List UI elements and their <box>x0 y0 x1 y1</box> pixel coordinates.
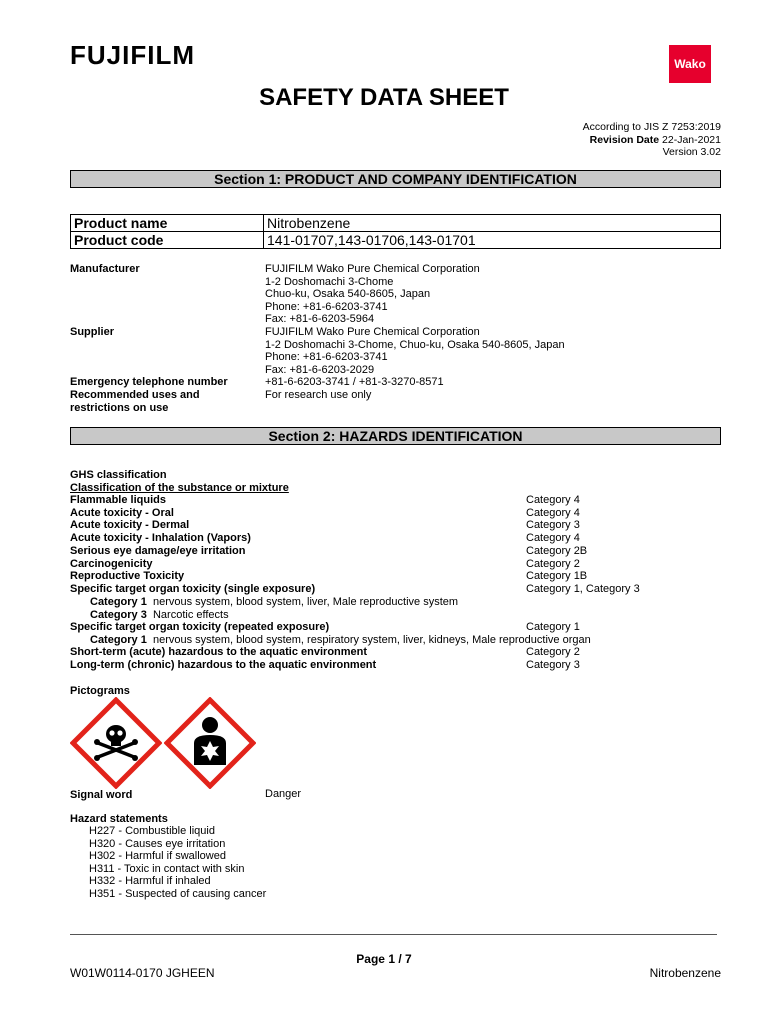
ghs-label: GHS classification <box>70 469 167 481</box>
product-name-value: Nitrobenzene <box>264 215 721 232</box>
hazard-name: Acute toxicity - Dermal <box>70 519 190 532</box>
classification-label: Classification of the substance or mixture <box>70 482 289 494</box>
hazard-category: Category 3 <box>526 519 580 532</box>
aquatic-category-list <box>526 646 580 671</box>
manufacturer-line: Chuo-ku, Osaka 540-8605, Japan <box>265 288 431 301</box>
hazard-category: Category 2 <box>526 557 580 570</box>
section-1-heading: Section 1: PRODUCT AND COMPANY IDENTIFICATION <box>70 170 721 188</box>
page-label: Page <box>356 952 385 966</box>
repeated-exposure-detail <box>90 634 591 647</box>
signal-word-label <box>70 789 132 802</box>
manufacturer-line: Phone: +81-6-6203-3741 <box>265 300 388 313</box>
supplier-line: FUJIFILM Wako Pure Chemical Corporation <box>265 326 480 338</box>
manufacturer-label: Manufacturer <box>70 263 140 275</box>
product-code-row <box>71 232 721 249</box>
hazard-statement: H302 - Harmful if swallowed <box>89 850 226 863</box>
detail-line <box>90 596 458 609</box>
standard-reference: According to JIS Z 7253:2019 <box>582 121 721 133</box>
single-exposure-detail <box>90 596 458 621</box>
document-code: W01W0114-0170 JGHEEN <box>70 966 215 980</box>
emergency-value: +81-6-6203-3741 / +81-3-3270-8571 <box>265 376 444 388</box>
hazard-category-list <box>526 494 640 596</box>
hazard-statement: H351 - Suspected of causing cancer <box>89 887 267 900</box>
wako-logo: Wako <box>669 45 711 83</box>
hazard-name: Short-term (acute) hazardous to the aquatic environment <box>70 646 368 658</box>
revision-line <box>590 134 721 146</box>
hazard-category: Category 4 <box>526 532 580 545</box>
hazard-statements-label <box>70 813 168 826</box>
supplier-value <box>265 326 565 376</box>
detail-category: Category 1 <box>90 634 147 646</box>
uses-label-line: restrictions on use <box>70 401 169 414</box>
hazard-name: Acute toxicity - Oral <box>70 506 174 519</box>
hazard-category: Category 3 <box>526 658 580 671</box>
hazard-name: Specific target organ toxicity (single exposure) <box>70 582 316 595</box>
health-hazard-icon <box>164 697 256 789</box>
aquatic-list <box>70 646 376 671</box>
detail-category: Category 3 <box>90 608 147 621</box>
product-name-label: Product name <box>71 215 264 232</box>
hazard-name: Long-term (chronic) hazardous to the aquatic environment <box>70 658 377 671</box>
manufacturer-line: Fax: +81-6-6203-5964 <box>265 313 375 326</box>
hazard-statement: H320 - Causes eye irritation <box>89 837 226 850</box>
signal-label-text: Signal word <box>70 789 133 801</box>
detail-line <box>90 609 458 622</box>
supplier-label: Supplier <box>70 326 115 338</box>
classification-heading <box>70 482 289 495</box>
hazard-statements <box>89 825 266 901</box>
hazard-name: Flammable liquids <box>70 494 166 506</box>
hazard-category: Category 2 <box>526 646 580 658</box>
revision-date: 22-Jan-2021 <box>662 134 721 146</box>
statements-label-text: Hazard statements <box>70 813 168 825</box>
pictograms-label <box>70 685 130 698</box>
supplier-line: Fax: +81-6-6203-2029 <box>265 363 375 376</box>
hazard-category: Category 1B <box>526 570 588 583</box>
hazard-name: Reproductive Toxicity <box>70 570 185 583</box>
hazard-category: Category 4 <box>526 494 580 506</box>
product-table <box>70 214 721 249</box>
manufacturer-value <box>265 263 480 326</box>
detail-text: Narcotic effects <box>152 608 229 621</box>
supplier-line: 1-2 Doshomachi 3-Chome, Chuo-ku, Osaka 540-8605, Japan <box>265 338 565 351</box>
detail-text: nervous system, blood system, respiratory system, liver, kidneys, Male reproductive organ <box>152 634 591 646</box>
hazard-name: Acute toxicity - Inhalation (Vapors) <box>70 532 251 545</box>
hazard-name: Serious eye damage/eye irritation <box>70 544 246 557</box>
hazard-category: Category 4 <box>526 506 580 519</box>
emergency-label: Emergency telephone number <box>70 376 228 388</box>
uses-label <box>70 389 200 414</box>
pictograms-label-text: Pictograms <box>70 685 130 697</box>
hazard-statement: H332 - Harmful if inhaled <box>89 875 211 888</box>
repeated-exposure-name <box>70 621 329 634</box>
manufacturer-line: 1-2 Doshomachi 3-Chome <box>265 275 394 288</box>
signal-word-value: Danger <box>265 788 302 800</box>
fujifilm-logo: FUJIFILM <box>70 40 195 70</box>
footer-product-name: Nitrobenzene <box>649 966 721 980</box>
revision-label: Revision Date <box>589 134 660 146</box>
hazard-statement: H311 - Toxic in contact with skin <box>89 862 245 875</box>
product-code-label: Product code <box>71 232 264 249</box>
product-code-value: 141-01707,143-01706,143-01701 <box>264 232 721 249</box>
footer-divider <box>70 934 717 935</box>
supplier-line: Phone: +81-6-6203-3741 <box>265 351 388 364</box>
detail-text: nervous system, blood system, liver, Male reproductive system <box>152 596 459 608</box>
page-value: 1 / 7 <box>388 952 412 966</box>
page-number <box>0 952 768 966</box>
hazard-category: Category 1, Category 3 <box>526 582 640 595</box>
ghs-classification-label <box>70 469 167 482</box>
hazard-statement: H227 - Combustible liquid <box>89 825 215 837</box>
section-2-heading: Section 2: HAZARDS IDENTIFICATION <box>70 427 721 445</box>
repeated-exposure-category: Category 1 <box>526 621 580 633</box>
hazard-name: Specific target organ toxicity (repeated exposure) <box>70 621 330 633</box>
version: Version 3.02 <box>662 146 721 158</box>
uses-label-line: Recommended uses and <box>70 389 200 401</box>
product-name-row <box>71 215 721 232</box>
hazard-category: Category 2B <box>526 544 588 557</box>
uses-value: For research use only <box>265 389 372 401</box>
skull-crossbones-icon <box>70 697 162 789</box>
hazard-name: Carcinogenicity <box>70 557 153 570</box>
hazard-list <box>70 494 315 596</box>
manufacturer-line: FUJIFILM Wako Pure Chemical Corporation <box>265 263 480 275</box>
detail-category: Category 1 <box>90 596 147 608</box>
document-title: SAFETY DATA SHEET <box>259 84 509 111</box>
